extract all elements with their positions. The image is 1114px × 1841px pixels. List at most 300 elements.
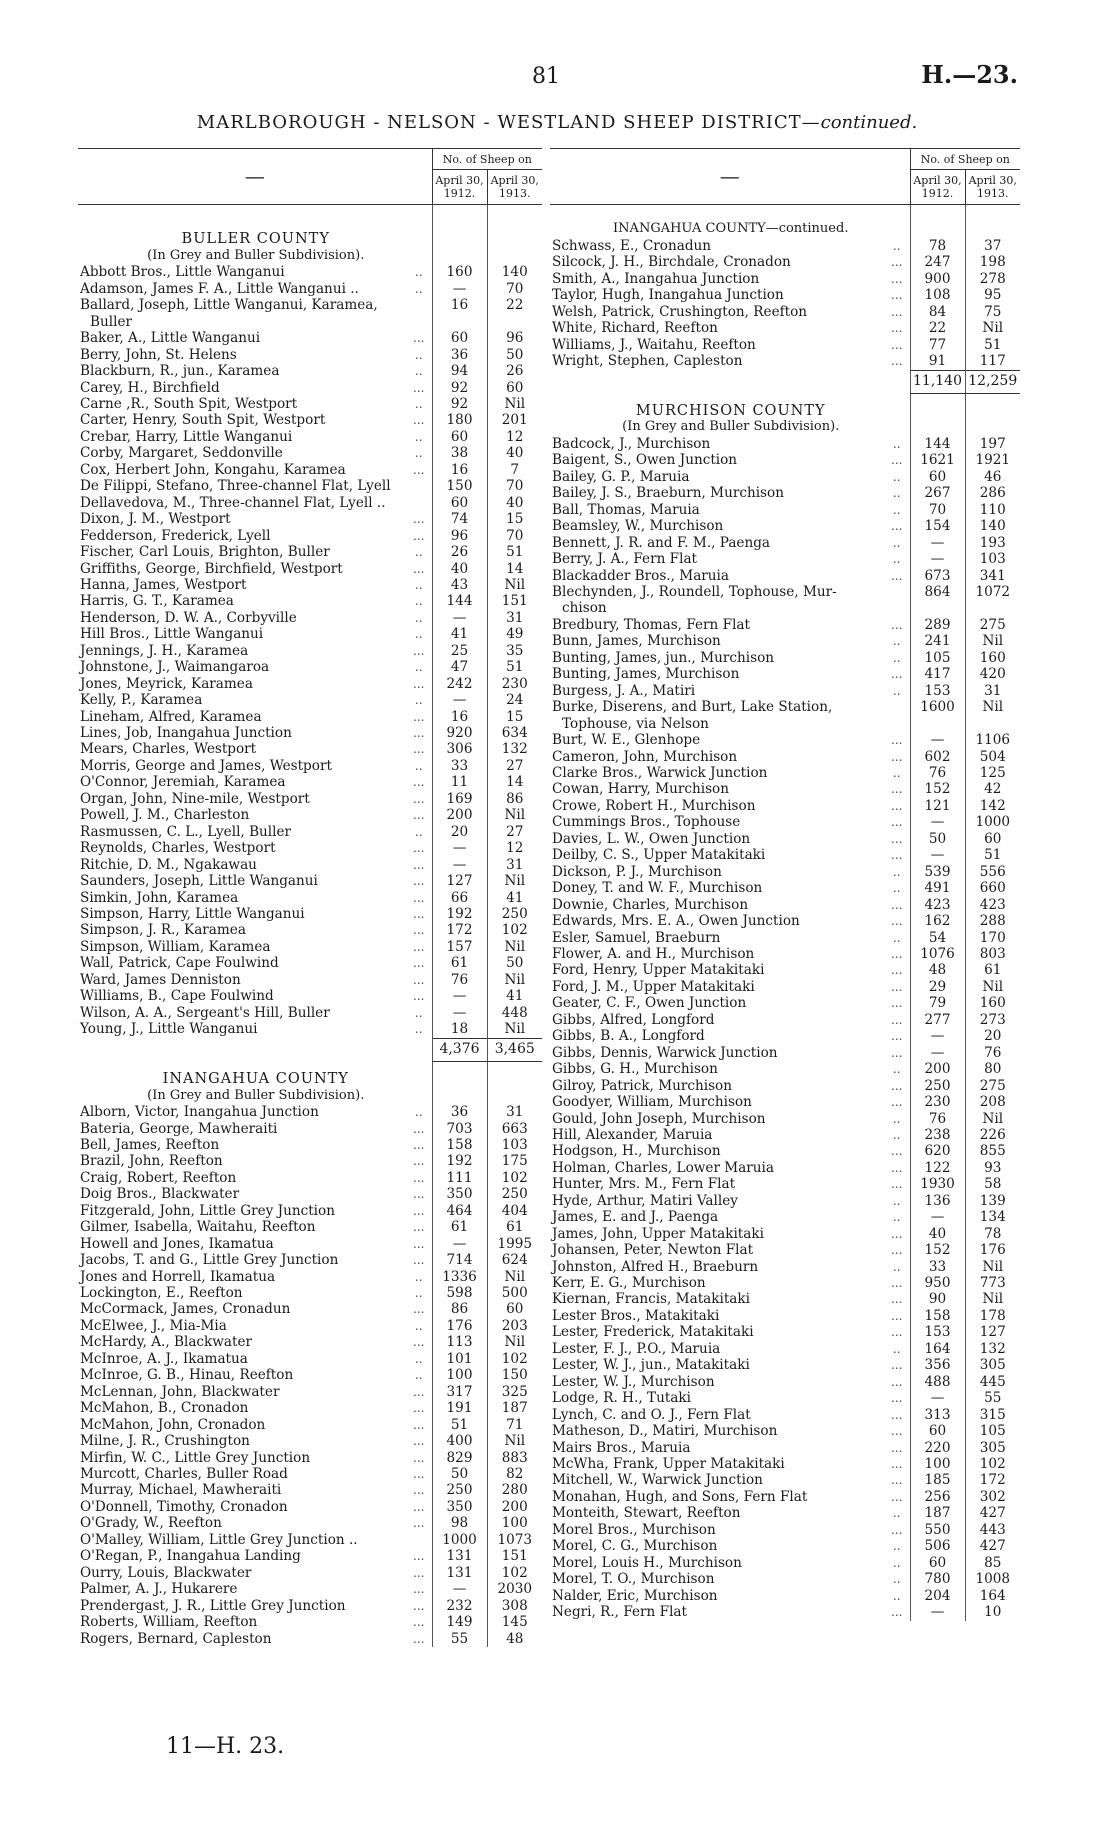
leader-dots: ... <box>413 775 425 790</box>
leader-dots: .. <box>892 650 901 665</box>
sheep-1912: 1621 <box>910 452 965 468</box>
header-dash: — <box>550 149 910 205</box>
left-rows <box>78 205 542 1648</box>
sheep-1912: — <box>910 847 965 863</box>
sheep-1912: 241 <box>910 633 965 649</box>
sheep-1912: 176 <box>432 1318 487 1334</box>
leader-dots <box>406 314 432 330</box>
owner-name: Wall, Patrick, Cape Foulwind <box>80 955 279 972</box>
leader-dots <box>406 478 432 494</box>
table-row <box>550 1291 1020 1307</box>
page-title <box>0 112 1114 133</box>
leader-dots: ... <box>891 798 903 813</box>
leader-dots: ... <box>413 808 425 823</box>
leader-dots: ... <box>891 1325 903 1340</box>
heading-text: INANGAHUA COUNTY—continued. <box>613 221 849 237</box>
owner-name: Milne, J. R., Crushington <box>80 1433 250 1450</box>
owner-name: Blackadder Bros., Maruia <box>552 567 730 584</box>
table-row <box>550 864 1020 880</box>
owner-name: McMahon, John, Cronadon <box>80 1416 266 1433</box>
table-row <box>78 330 542 346</box>
leader-dots: ... <box>413 1582 425 1597</box>
sheep-1912: 191 <box>432 1400 487 1416</box>
sheep-1912: 714 <box>432 1252 487 1268</box>
leader-dots: .. <box>414 594 423 609</box>
sheep-1912: 220 <box>910 1440 965 1456</box>
table-row <box>78 1433 542 1449</box>
sheep-1913: Nil <box>487 1269 542 1285</box>
leader-dots: ... <box>413 1154 425 1169</box>
sheep-1913: 305 <box>965 1357 1020 1373</box>
sheep-1913: 288 <box>965 913 1020 929</box>
leader-dots: ... <box>413 939 425 954</box>
sheep-1912: 74 <box>432 511 487 527</box>
sheep-1913: 58 <box>965 1176 1020 1192</box>
table-row <box>78 528 542 544</box>
sheep-1912: 187 <box>910 1505 965 1521</box>
sheep-1913: 125 <box>965 765 1020 781</box>
sheep-1912-empty <box>432 205 487 222</box>
owner-name: Gibbs, G. H., Murchison <box>552 1061 718 1078</box>
sheep-1913: 170 <box>965 930 1020 946</box>
table-row <box>550 946 1020 962</box>
sheep-1912: 423 <box>910 897 965 913</box>
owner-name: Lester, Frederick, Matakitaki <box>552 1324 754 1341</box>
sheep-1913: Nil <box>487 807 542 823</box>
sheep-1912: — <box>910 1028 965 1044</box>
sheep-1912: 417 <box>910 666 965 682</box>
sheep-table-right <box>550 148 1020 1621</box>
sheep-1912: 60 <box>910 1423 965 1439</box>
sheep-1913: 448 <box>487 1005 542 1021</box>
owner-name: Bunting, James, Murchison <box>552 666 740 683</box>
leader-dots: .. <box>414 1005 423 1020</box>
sheep-1912: 60 <box>432 330 487 346</box>
sheep-1913: 305 <box>965 1440 1020 1456</box>
leader-dots: ... <box>413 857 425 872</box>
table-row <box>78 297 542 313</box>
table-row <box>78 890 542 906</box>
sheep-1912: 157 <box>432 939 487 955</box>
sheep-1912: 267 <box>910 485 965 501</box>
sheep-1913: 193 <box>965 535 1020 551</box>
owner-name: Matheson, D., Matiri, Murchison <box>552 1423 778 1440</box>
sheep-1912: 169 <box>432 791 487 807</box>
sheep-1913: 41 <box>487 988 542 1004</box>
leader-dots: ... <box>891 1078 903 1093</box>
sheep-1912: 77 <box>910 337 965 353</box>
sheep-1913: 443 <box>965 1522 1020 1538</box>
sheep-1913: 3,465 <box>487 1038 542 1061</box>
leader-dots: ... <box>413 1401 425 1416</box>
owner-name: Johnstone, J., Waimangaroa <box>80 659 270 676</box>
leader-dots: ... <box>891 337 903 352</box>
owner-name: Blechynden, J., Roundell, Tophouse, Mur- <box>552 584 837 600</box>
sheep-1912: 164 <box>910 1341 965 1357</box>
owner-name: Adamson, James F. A., Little Wanganui .. <box>80 280 359 297</box>
sheep-1912: 602 <box>910 749 965 765</box>
table-row <box>78 1318 542 1334</box>
table-row <box>550 1078 1020 1094</box>
leader-dots: ... <box>891 1489 903 1504</box>
sheep-1913: 15 <box>487 511 542 527</box>
owner-name: O'Grady, W., Reefton <box>80 1515 222 1532</box>
owner-name: Gibbs, Dennis, Warwick Junction <box>552 1044 778 1061</box>
table-row <box>550 320 1020 336</box>
sheep-1913: Nil <box>487 939 542 955</box>
sheep-1913: Nil <box>965 1111 1020 1127</box>
sheep-1912: 78 <box>910 238 965 254</box>
leader-dots: ... <box>413 1121 425 1136</box>
owner-name: Crowe, Robert H., Murchison <box>552 797 756 814</box>
owner-name: McWha, Frank, Upper Matakitaki <box>552 1456 785 1473</box>
owner-name: Hodgson, H., Murchison <box>552 1143 721 1160</box>
table-row <box>550 732 1020 748</box>
sheep-1913: 51 <box>487 659 542 675</box>
table-row <box>78 412 542 428</box>
sheep-1913 <box>965 716 1020 732</box>
owner-name: Silcock, J. H., Birchdale, Cronadon <box>552 254 791 271</box>
leader-dots: ... <box>891 996 903 1011</box>
owner-name: Berry, John, St. Helens <box>80 346 237 363</box>
leader-dots: .. <box>414 1286 423 1301</box>
leader-dots: ... <box>413 1187 425 1202</box>
owner-name: Johansen, Peter, Newton Flat <box>552 1242 754 1259</box>
table-row <box>78 1252 542 1268</box>
owner-name: O'Donnell, Timothy, Cronadon <box>80 1498 288 1515</box>
leader-dots: ... <box>891 914 903 929</box>
owner-name: Clarke Bros., Warwick Junction <box>552 764 768 781</box>
sheep-1913: 70 <box>487 478 542 494</box>
owner-name: Powell, J. M., Charleston <box>80 807 250 824</box>
table-row <box>78 939 542 955</box>
owner-name: O'Regan, P., Inangahua Landing <box>80 1548 301 1565</box>
sheep-1912: 317 <box>432 1384 487 1400</box>
leader-dots: .. <box>414 281 423 296</box>
owner-name: Esler, Samuel, Braeburn <box>552 929 721 946</box>
table-row <box>78 429 542 445</box>
sheep-1912-empty <box>432 248 487 264</box>
sheep-1913: 230 <box>487 676 542 692</box>
leader-dots: .. <box>892 683 901 698</box>
owner-name: Kerr, E. G., Murchison <box>552 1275 706 1292</box>
table-row <box>78 1367 542 1383</box>
leader-dots: ... <box>413 1499 425 1514</box>
sheep-1913: 280 <box>487 1482 542 1498</box>
sheep-1913: 14 <box>487 774 542 790</box>
owner-name: Tophouse, via Nelson <box>562 715 709 732</box>
leader-dots: ... <box>891 831 903 846</box>
sheep-1913: 275 <box>965 1078 1020 1094</box>
table-row <box>550 254 1020 270</box>
sheep-1913: Nil <box>965 320 1020 336</box>
sheep-1912: 149 <box>432 1614 487 1630</box>
sheep-1912: 60 <box>910 469 965 485</box>
leader-dots: ... <box>413 1220 425 1235</box>
owner-name: Lester, F. J., P.O., Maruia <box>552 1340 721 1357</box>
sheep-1913: 102 <box>965 1456 1020 1472</box>
leader-dots: .. <box>892 1062 901 1077</box>
table-row <box>78 1334 542 1350</box>
leader-dots: .. <box>892 881 901 896</box>
leader-dots: .. <box>414 758 423 773</box>
table-row <box>78 824 542 840</box>
sheep-1913: 140 <box>965 518 1020 534</box>
leader-dots: ... <box>891 1407 903 1422</box>
owner-name: Saunders, Joseph, Little Wanganui <box>80 873 318 890</box>
sheep-1912: 192 <box>432 906 487 922</box>
sheep-1913: 95 <box>965 287 1020 303</box>
table-row <box>78 807 542 823</box>
leader-dots: ... <box>891 1473 903 1488</box>
owner-name: Murray, Michael, Mawheraiti <box>80 1482 282 1499</box>
sheep-1912: — <box>910 1209 965 1225</box>
sheep-1912: 1076 <box>910 946 965 962</box>
sheep-1913: 663 <box>487 1121 542 1137</box>
sheep-1913: 151 <box>487 1548 542 1564</box>
spacer-row <box>550 205 1020 222</box>
owner-name: Young, J., Little Wanganui <box>80 1021 258 1038</box>
owner-name: Taylor, Hugh, Inangahua Junction <box>552 287 784 304</box>
table-row <box>550 1275 1020 1291</box>
leader-dots: ... <box>891 963 903 978</box>
sheep-1913: 35 <box>487 643 542 659</box>
leader-dots <box>884 370 910 393</box>
leader-dots: ... <box>891 304 903 319</box>
table-row <box>78 314 542 330</box>
sheep-1913: 27 <box>487 824 542 840</box>
sheep-1913: 103 <box>965 551 1020 567</box>
sheep-1912: 90 <box>910 1291 965 1307</box>
sheep-table-left <box>78 148 542 1647</box>
table-row <box>78 1137 542 1153</box>
owner-name: Smith, A., Inangahua Junction <box>552 270 760 287</box>
owner-name: Bailey, G. P., Maruia <box>552 468 690 485</box>
owner-name: Harris, G. T., Karamea <box>80 593 234 610</box>
owner-name: Lockington, E., Reefton <box>80 1285 243 1302</box>
owner-name <box>550 370 884 393</box>
sheep-1912-empty <box>432 1088 487 1104</box>
sheep-1912: 185 <box>910 1472 965 1488</box>
leader-dots: .. <box>414 446 423 461</box>
document-reference: H.—23. <box>921 60 1018 89</box>
sheep-1912: — <box>432 1581 487 1597</box>
sheep-1912: 539 <box>910 864 965 880</box>
owner-name: Fitzgerald, John, Little Grey Junction <box>80 1202 335 1219</box>
leader-dots: ... <box>413 380 425 395</box>
sheep-1912: 172 <box>432 922 487 938</box>
sheep-1912: 158 <box>910 1308 965 1324</box>
leader-dots: .. <box>892 1506 901 1521</box>
sheep-1913-empty <box>487 221 542 247</box>
header-label: No. of Sheep on <box>432 149 542 170</box>
table-row <box>550 979 1020 995</box>
leader-dots: ... <box>891 1292 903 1307</box>
sheep-1913: 1995 <box>487 1236 542 1252</box>
sheep-1913: 50 <box>487 955 542 971</box>
leader-dots: ... <box>413 841 425 856</box>
sheep-1912: 66 <box>432 890 487 906</box>
owner-name: Morel, T. O., Murchison <box>552 1571 715 1588</box>
sheep-1912: 36 <box>432 1104 487 1120</box>
table-row <box>78 1532 542 1548</box>
table-row <box>550 716 1020 732</box>
owner-name: Morel, Louis H., Murchison <box>552 1554 742 1571</box>
leader-dots: ... <box>891 1243 903 1258</box>
table-row <box>550 1160 1020 1176</box>
leader-dots: ... <box>413 528 425 543</box>
owner-name: Simpson, J. R., Karamea <box>80 922 246 939</box>
owner-name: Badcock, J., Murchison <box>552 435 711 452</box>
sheep-1912: 40 <box>432 561 487 577</box>
leader-dots: .. <box>414 1022 423 1037</box>
sheep-1912: — <box>910 732 965 748</box>
leader-dots: .. <box>892 1555 901 1570</box>
leader-dots: .. <box>892 864 901 879</box>
leader-dots: ... <box>413 742 425 757</box>
table-row <box>550 238 1020 254</box>
table-row <box>78 1269 542 1285</box>
owner-name: Hunter, Mrs. M., Fern Flat <box>552 1176 736 1193</box>
leader-dots: ... <box>891 1424 903 1439</box>
heading-text: BULLER COUNTY <box>181 231 330 248</box>
sheep-1912: 76 <box>910 1111 965 1127</box>
leader-dots: .. <box>414 1318 423 1333</box>
sheep-1913: 117 <box>965 353 1020 370</box>
sheep-1913: 96 <box>487 330 542 346</box>
table-row <box>78 1400 542 1416</box>
sheep-1913: 27 <box>487 758 542 774</box>
leader-dots: ... <box>891 568 903 583</box>
leader-dots: ... <box>413 1516 425 1531</box>
leader-dots: ... <box>413 1450 425 1465</box>
sheep-1912: 154 <box>910 518 965 534</box>
sheep-1912: 1600 <box>910 699 965 715</box>
sheep-1913: Nil <box>965 1291 1020 1307</box>
sheep-1912: 464 <box>432 1203 487 1219</box>
table-row <box>550 551 1020 567</box>
sheep-1913: 26 <box>487 363 542 379</box>
owner-name: Corby, Margaret, Seddonville <box>80 445 283 462</box>
sheep-1913: 178 <box>965 1308 1020 1324</box>
sheep-1913: 200 <box>487 1499 542 1515</box>
sheep-1913: 55 <box>965 1390 1020 1406</box>
sheep-1913: 42 <box>965 781 1020 797</box>
sheep-1913: 76 <box>965 1045 1020 1061</box>
owner-name: Rogers, Bernard, Capleston <box>80 1630 272 1647</box>
sheep-1913: Nil <box>487 873 542 889</box>
sheep-1913: 31 <box>487 857 542 873</box>
leader-dots: ... <box>891 1605 903 1620</box>
sheep-1912 <box>910 600 965 616</box>
owner-name: Crebar, Harry, Little Wanganui <box>80 428 293 445</box>
owner-name: Henderson, D. W. A., Corbyville <box>80 609 297 626</box>
sheep-1913: 41 <box>487 890 542 906</box>
owner-name: Ward, James Denniston <box>80 971 241 988</box>
table-row <box>550 304 1020 320</box>
leader-dots: ... <box>891 1457 903 1472</box>
leader-dots: ... <box>413 890 425 905</box>
sheep-1912: 673 <box>910 568 965 584</box>
owner-name: Ballard, Joseph, Little Wanganui, Karamea, <box>80 297 378 314</box>
sheep-1913: 22 <box>487 297 542 313</box>
owner-name: White, Richard, Reefton <box>552 320 718 337</box>
owner-name: Williams, B., Cape Foulwind <box>80 988 274 1005</box>
table-row <box>78 511 542 527</box>
table-row <box>550 568 1020 584</box>
owner-name: O'Malley, William, Little Grey Junction .. <box>80 1531 358 1548</box>
table-row <box>78 659 542 675</box>
sheep-1913-empty <box>965 419 1020 435</box>
leader-dots: .. <box>414 545 423 560</box>
spacer <box>78 205 432 222</box>
table-row <box>550 1127 1020 1143</box>
table-row <box>550 271 1020 287</box>
table-row <box>78 1515 542 1531</box>
sheep-1913-empty <box>487 205 542 222</box>
table-row <box>78 972 542 988</box>
sheep-1912: 131 <box>432 1565 487 1581</box>
owner-name: Reynolds, Charles, Westport <box>80 840 276 857</box>
leader-dots: ... <box>891 1374 903 1389</box>
table-row <box>550 1472 1020 1488</box>
table-row <box>78 462 542 478</box>
sheep-1913: 250 <box>487 1186 542 1202</box>
leader-dots: ... <box>891 1358 903 1373</box>
owner-name: chison <box>562 600 607 617</box>
leader-dots: ... <box>413 1302 425 1317</box>
sheep-1912: — <box>910 1604 965 1620</box>
owner-name: Fischer, Carl Louis, Brighton, Buller <box>80 544 330 561</box>
owner-name: Brazil, John, Reefton <box>80 1153 223 1170</box>
sheep-1912: 242 <box>432 676 487 692</box>
sheep-1912 <box>432 314 487 330</box>
owner-name: McHardy, A., Blackwater <box>80 1334 253 1351</box>
sheep-1913: 226 <box>965 1127 1020 1143</box>
leader-dots: .. <box>892 1588 901 1603</box>
sheep-1912: 100 <box>910 1456 965 1472</box>
sheep-1912: 105 <box>910 650 965 666</box>
table-row <box>550 930 1020 946</box>
sheep-1913: 150 <box>487 1367 542 1383</box>
leader-dots: .. <box>414 577 423 592</box>
sheep-1912: 506 <box>910 1538 965 1554</box>
sheep-1912: 162 <box>910 913 965 929</box>
table-row <box>78 593 542 609</box>
sheep-1912: 16 <box>432 709 487 725</box>
leader-dots: .. <box>414 1269 423 1284</box>
sheep-1913: 103 <box>487 1137 542 1153</box>
table-row <box>550 584 1020 600</box>
table-row <box>78 840 542 856</box>
leader-dots: ... <box>891 848 903 863</box>
leader-dots: ... <box>891 897 903 912</box>
sheep-1913: 71 <box>487 1417 542 1433</box>
sheep-1913: 172 <box>965 1472 1020 1488</box>
table-row <box>78 380 542 396</box>
owner-name: Holman, Charles, Lower Maruia <box>552 1159 774 1176</box>
sheep-1912: 61 <box>432 955 487 971</box>
table-row <box>78 577 542 593</box>
sheep-1912: 33 <box>432 758 487 774</box>
sheep-1912: 491 <box>910 880 965 896</box>
sheep-1913: 127 <box>965 1324 1020 1340</box>
owner-name: Gilmer, Isabella, Waitahu, Reefton <box>80 1219 316 1236</box>
sheep-1912: 36 <box>432 347 487 363</box>
table-row <box>550 1456 1020 1472</box>
sheep-1913: 70 <box>487 281 542 297</box>
sheep-1913-empty <box>965 393 1020 419</box>
